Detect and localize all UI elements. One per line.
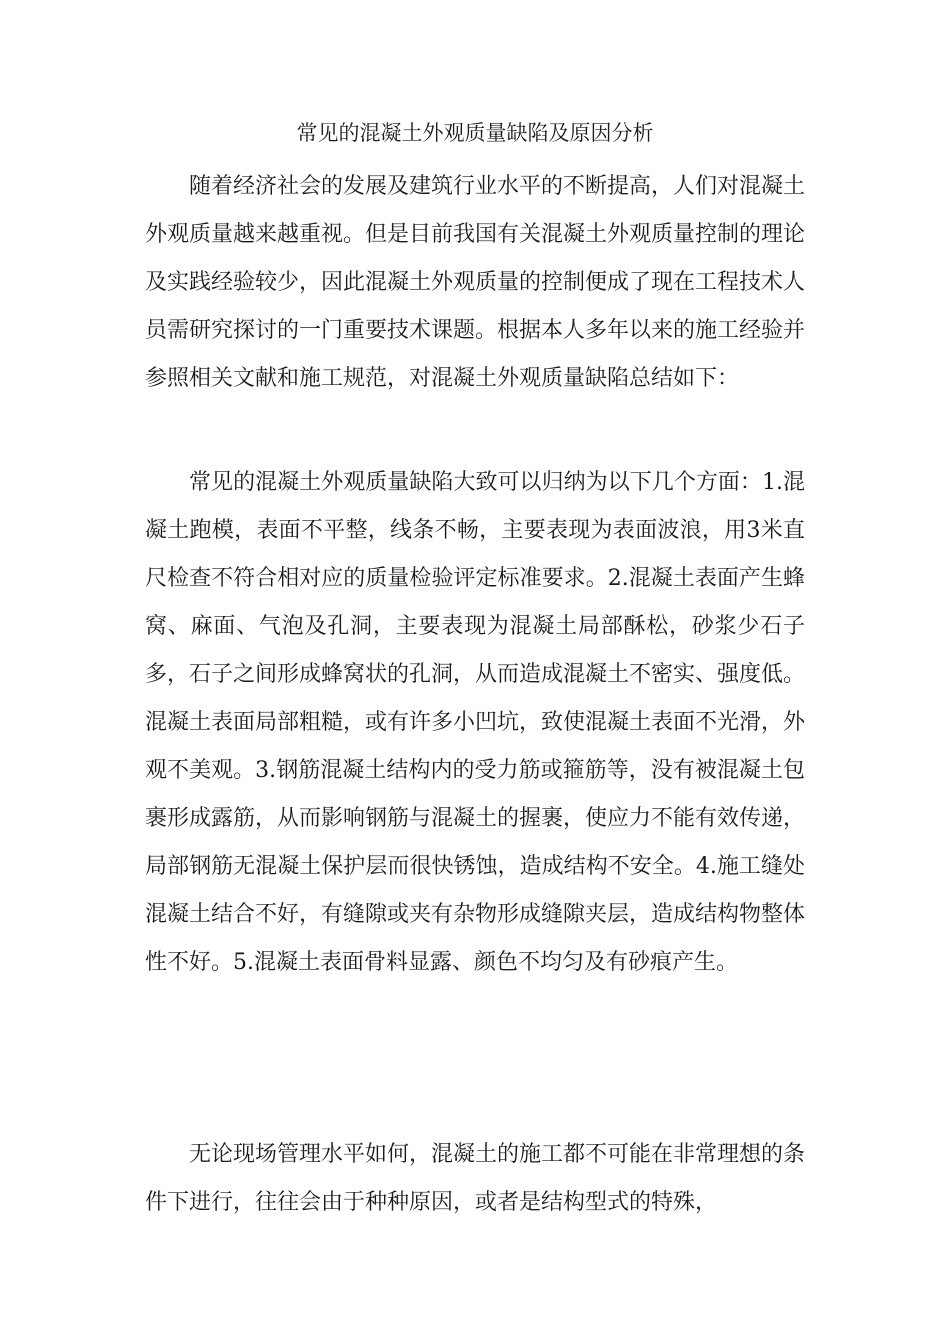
paragraph-conditions: 无论现场管理水平如何，混凝土的施工都不可能在非常理想的条件下进行，往往会由于种种原因，或者是结构型式的特殊， [145,1142,806,1215]
paragraph-defects: 常见的混凝土外观质量缺陷大致可以归纳为以下几个方面：1.混凝土跑模，表面不平整，线条不畅，主要表现为表面波浪，用3米直尺检查不符合相对应的质量检验评定标准要求。2.混凝土表面产生蜂窝、麻面、气泡及孔洞，主要表现为混凝土局部酥松，砂浆少石子多，石子之间形成蜂窝状的孔洞，从而造成混凝土不密实、强度低。混凝土表面局部粗糙，或有许多小凹坑，致使混凝土表面不光滑，外观不美观。3.钢筋混凝土结构内的受力筋或箍筋等，没有被混凝土包裹形成露筋，从而影响钢筋与混凝土的握裹，使应力不能有效传递，局部钢筋无混凝土保护层而很快锈蚀，造成结构不安全。4.施工缝处混凝土结合不好，有缝隙或夹有杂物形成缝隙夹层，造成结构物整体性不好。5.混凝土表面骨料显露、颜色不均匀及有砂痕产生。 [145,470,806,975]
paragraph-intro: 随着经济社会的发展及建筑行业水平的不断提高，人们对混凝土外观质量越来越重视。但是目前我国有关混凝土外观质量控制的理论及实践经验较少，因此混凝土外观质量的控制便成了现在工程技术人员需研究探讨的一门重要技术课题。根据本人多年以来的施工经验并参照相关文献和施工规范，对混凝土外观质量缺陷总结如下： [145,174,806,391]
document-title: 常见的混凝土外观质量缺陷及原因分析 [296,121,654,145]
